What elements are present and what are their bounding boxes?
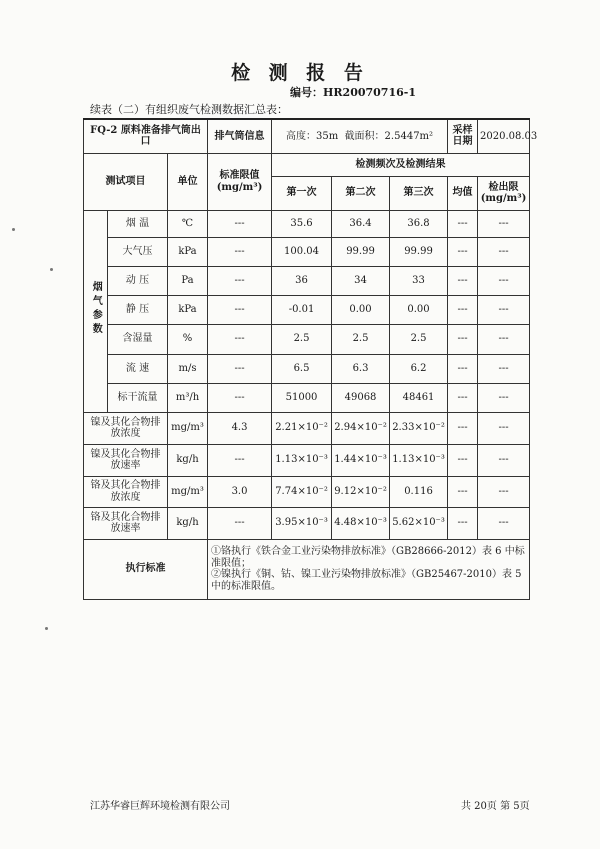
header-unit: 单位 [168, 153, 208, 210]
row-det: --- [478, 412, 530, 444]
row-item: 大气压 [108, 237, 168, 266]
row-v2: 49068 [332, 383, 390, 412]
row-limit: --- [208, 507, 272, 539]
table-row [84, 507, 530, 539]
row-v1: 7.74×10⁻² [272, 476, 332, 507]
row-item: 镍及其化合物排放速率 [84, 444, 168, 476]
header-limit-unit: (mg/m³) [216, 181, 263, 193]
row-v1: 1.13×10⁻³ [272, 444, 332, 476]
row-v1: 3.95×10⁻³ [272, 507, 332, 539]
standard-text [208, 539, 530, 599]
row-avg: --- [448, 237, 478, 266]
row-v1: 36 [272, 266, 332, 295]
header-limit [208, 153, 272, 210]
row-unit: kg/h [168, 444, 208, 476]
header-results: 检测频次及检测结果 [272, 153, 530, 176]
row-v3: 6.2 [390, 354, 448, 383]
header-third: 第三次 [390, 176, 448, 210]
table-caption: 续表（二）有组织废气检测数据汇总表： [90, 103, 288, 116]
header-detect-unit: (mg/m³) [480, 193, 527, 204]
row-v2: 0.00 [332, 295, 390, 324]
row-unit: mg/m³ [168, 476, 208, 507]
row-item: 镍及其化合物排放浓度 [84, 412, 168, 444]
report-number: 编号：HR20070716-1 [290, 86, 416, 99]
row-item: 含湿量 [108, 324, 168, 354]
row-unit: kg/h [168, 507, 208, 539]
row-v2: 4.48×10⁻³ [332, 507, 390, 539]
row-limit: --- [208, 324, 272, 354]
row-det: --- [478, 295, 530, 324]
row-avg: --- [448, 295, 478, 324]
table-row [84, 412, 530, 444]
row-v2: 99.99 [332, 237, 390, 266]
table-row [84, 354, 530, 383]
source-label: FQ-2 原料准备排气筒出口 [84, 119, 208, 153]
table-row [84, 383, 530, 412]
row-v1: 2.21×10⁻² [272, 412, 332, 444]
table-row [84, 266, 530, 295]
row-v3: 99.99 [390, 237, 448, 266]
row-avg: --- [448, 412, 478, 444]
row-v2: 2.94×10⁻² [332, 412, 390, 444]
row-v2: 34 [332, 266, 390, 295]
row-unit: Pa [168, 266, 208, 295]
row-v2: 9.12×10⁻² [332, 476, 390, 507]
row-item: 动 压 [108, 266, 168, 295]
row-v1: 35.6 [272, 210, 332, 237]
header-first: 第一次 [272, 176, 332, 210]
row-v2: 6.3 [332, 354, 390, 383]
row-unit: kPa [168, 237, 208, 266]
table-row [84, 444, 530, 476]
row-item: 静 压 [108, 295, 168, 324]
row-v3: 33 [390, 266, 448, 295]
header-average: 均值 [448, 176, 478, 210]
row-unit: kPa [168, 295, 208, 324]
row-limit: --- [208, 266, 272, 295]
standard-text-nickel: ②镍执行《铜、钴、镍工业污染物排放标准》（GB25467-2010）表 5 中的标准限值。 [211, 569, 522, 592]
row-item: 流 速 [108, 354, 168, 383]
row-item: 铬及其化合物排放速率 [84, 507, 168, 539]
header-detect-limit [478, 176, 530, 210]
row-unit: m³/h [168, 383, 208, 412]
row-limit: --- [208, 383, 272, 412]
row-det: --- [478, 476, 530, 507]
stack-info-label: 排气筒信息 [208, 119, 272, 153]
page-number: 共 20页 第 5页 [461, 801, 530, 812]
header-second: 第二次 [332, 176, 390, 210]
row-unit: ℃ [168, 210, 208, 237]
row-limit: --- [208, 237, 272, 266]
standard-text-chromium: ①铬执行《铁合金工业污染物排放标准》（GB28666-2012）表 6 中标准限值； [211, 546, 525, 569]
scan-speck [12, 228, 15, 231]
stack-area: 截面积：2.5447m² [344, 130, 434, 142]
row-v1: -0.01 [272, 295, 332, 324]
standard-label: 执行标准 [84, 539, 208, 599]
standard-row [84, 539, 530, 599]
row-item: 铬及其化合物排放浓度 [84, 476, 168, 507]
header-test-item: 测试项目 [84, 153, 168, 210]
table-row [84, 237, 530, 266]
header-limit-label: 标准限值 [219, 170, 260, 181]
row-avg: --- [448, 476, 478, 507]
stack-height: 高度：35m [285, 130, 339, 142]
row-v3: 36.8 [390, 210, 448, 237]
row-v3: 2.33×10⁻² [390, 412, 448, 444]
row-limit: --- [208, 444, 272, 476]
row-v1: 2.5 [272, 324, 332, 354]
table-row [84, 295, 530, 324]
scan-speck [45, 627, 48, 630]
row-v3: 5.62×10⁻³ [390, 507, 448, 539]
row-unit: % [168, 324, 208, 354]
row-item: 标干流量 [108, 383, 168, 412]
table-row [84, 324, 530, 354]
row-item: 烟 温 [108, 210, 168, 237]
row-det: --- [478, 507, 530, 539]
row-v3: 48461 [390, 383, 448, 412]
row-v3: 0.00 [390, 295, 448, 324]
row-limit: 4.3 [208, 412, 272, 444]
row-v3: 2.5 [390, 324, 448, 354]
row-det: --- [478, 324, 530, 354]
row-limit: 3.0 [208, 476, 272, 507]
row-avg: --- [448, 507, 478, 539]
row-det: --- [478, 210, 530, 237]
flue-group-cell [84, 210, 108, 412]
row-det: --- [478, 237, 530, 266]
stack-dimensions [272, 119, 448, 153]
row-det: --- [478, 354, 530, 383]
row-avg: --- [448, 266, 478, 295]
row-avg: --- [448, 444, 478, 476]
table-row [84, 476, 530, 507]
row-unit: mg/m³ [168, 412, 208, 444]
row-det: --- [478, 383, 530, 412]
row-v1: 6.5 [272, 354, 332, 383]
flue-group-label: 烟气参数 [90, 281, 102, 338]
row-limit: --- [208, 210, 272, 237]
row-v1: 51000 [272, 383, 332, 412]
row-v2: 36.4 [332, 210, 390, 237]
row-det: --- [478, 266, 530, 295]
row-limit: --- [208, 295, 272, 324]
row-v3: 0.116 [390, 476, 448, 507]
row-avg: --- [448, 354, 478, 383]
row-v2: 1.44×10⁻³ [332, 444, 390, 476]
row-v2: 2.5 [332, 324, 390, 354]
row-unit: m/s [168, 354, 208, 383]
emission-data-table [83, 118, 538, 600]
row-det: --- [478, 444, 530, 476]
report-title: 检 测 报 告 [231, 62, 369, 84]
table-row [84, 210, 530, 237]
row-avg: --- [448, 383, 478, 412]
row-avg: --- [448, 210, 478, 237]
sampling-date-label: 采样日期 [448, 119, 478, 153]
company-name: 江苏华睿巨辉环境检测有限公司 [90, 801, 230, 812]
header-detect-label: 检出限 [488, 181, 519, 193]
row-limit: --- [208, 354, 272, 383]
row-v3: 1.13×10⁻³ [390, 444, 448, 476]
sampling-date-value: 2020.08.03 [478, 119, 530, 153]
scan-speck [50, 268, 53, 271]
row-v1: 100.04 [272, 237, 332, 266]
row-avg: --- [448, 324, 478, 354]
